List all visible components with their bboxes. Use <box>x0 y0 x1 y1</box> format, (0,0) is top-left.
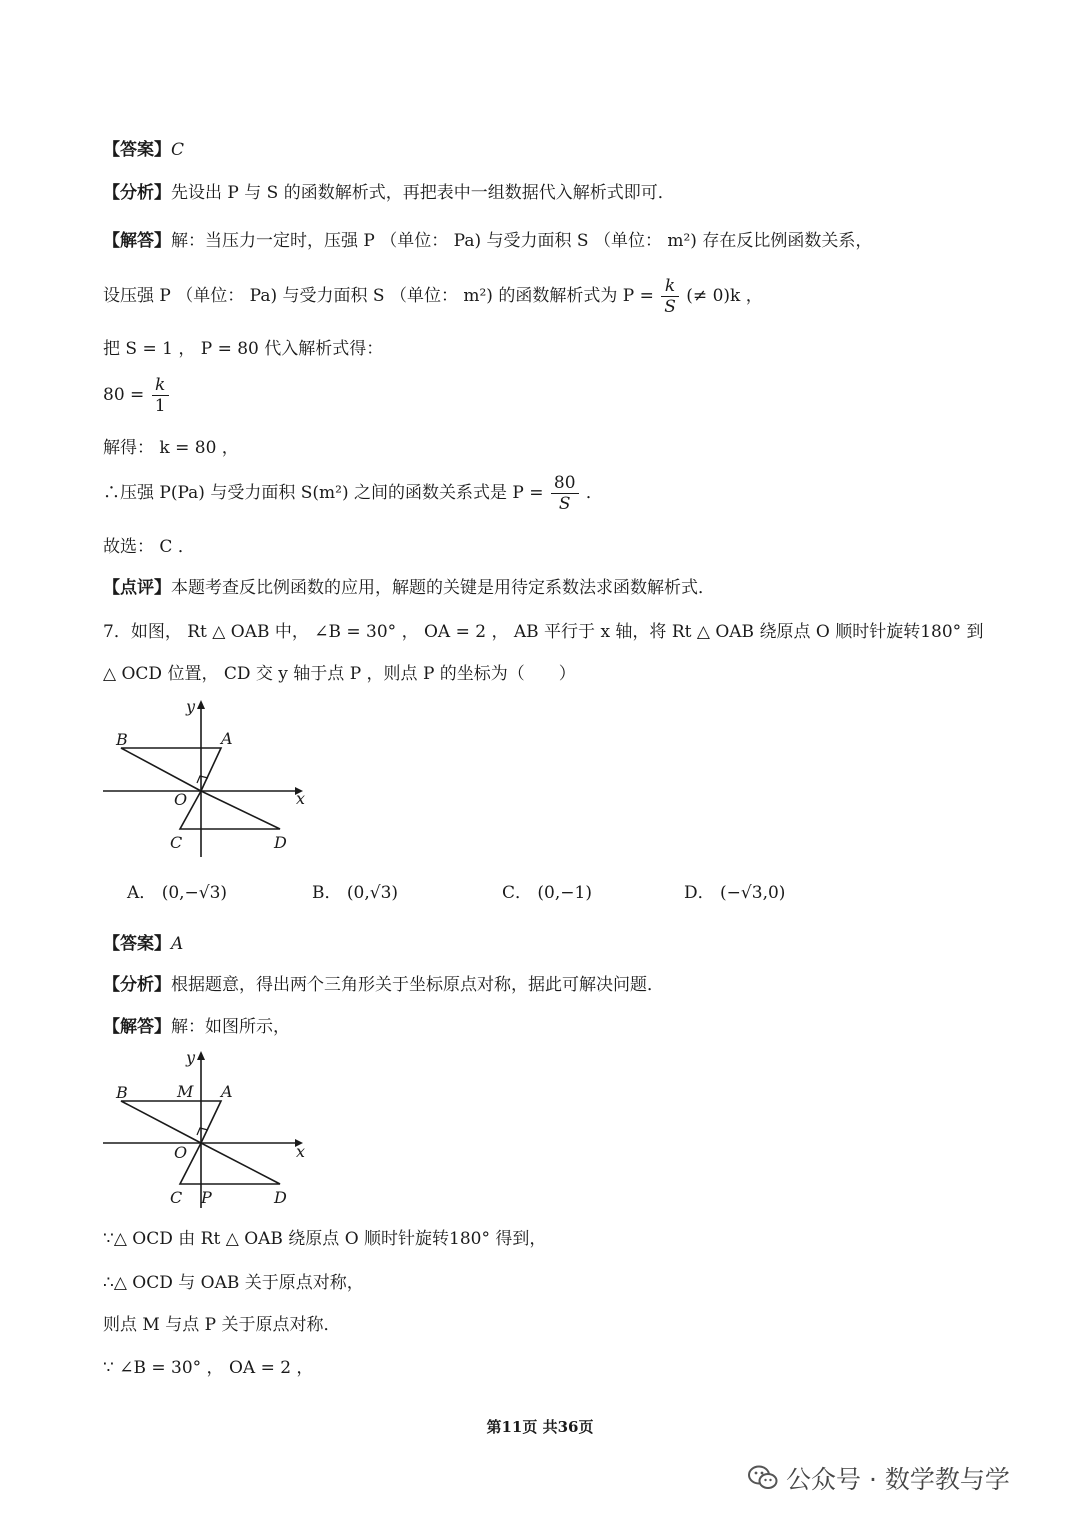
solution-2-line-2: ∵△ OCD 由 Rt △ OAB 绕原点 O 顺时针旋转180° 得到， <box>103 1229 547 1249</box>
solution-2-line-5: ∵ ∠B = 30° ， OA = 2 ， <box>103 1358 314 1378</box>
relation-suffix: ． <box>585 483 603 503</box>
solution-2-line-3: ∴△ OCD 与 OAB 关于原点对称， <box>103 1273 364 1293</box>
solution-line-6 <box>103 473 603 514</box>
solution-line-7: 故选： C ． <box>103 537 195 557</box>
relation-prefix: ∴压强 P(Pa) 与受力面积 S(m²) 之间的函数关系式是 P = <box>103 483 544 503</box>
solution-tag: 【解答】 <box>103 231 171 251</box>
analysis-tag: 【分析】 <box>103 975 171 995</box>
label-d: D <box>274 1188 287 1207</box>
watermark-text: 公众号 · 数学教与学 <box>786 1465 1010 1494</box>
option-a <box>127 881 227 905</box>
formula-suffix: (≠ 0)k ， <box>686 286 763 306</box>
fraction-k-over-1 <box>152 375 169 416</box>
watermark <box>748 1460 1010 1496</box>
option-d-value: (−√3,0) <box>720 883 786 903</box>
page-footer: 第11页 共36页 <box>486 1418 594 1436</box>
fraction-numerator: k <box>661 276 679 297</box>
option-b-label: B． <box>312 883 342 903</box>
label-p: P <box>201 1188 212 1207</box>
figure-2-triangle-diagram <box>100 1046 320 1216</box>
answer-tag: 【答案】 <box>103 140 171 160</box>
triangle-oab <box>121 1101 221 1143</box>
option-c-label: C． <box>502 883 533 903</box>
y-axis-arrow <box>197 700 205 709</box>
answer-line-1 <box>103 138 184 162</box>
option-a-label: A． <box>127 883 157 903</box>
option-d-label: D． <box>684 883 715 903</box>
comment-tag: 【点评】 <box>103 578 171 598</box>
analysis-line-1 <box>103 181 675 205</box>
option-c <box>502 881 592 905</box>
solution-text: 解：如图所示， <box>171 1017 290 1037</box>
label-y: y <box>186 697 196 716</box>
label-x: x <box>296 789 306 808</box>
label-b: B <box>116 730 128 749</box>
option-a-value: (0,−√3) <box>161 883 228 903</box>
label-a: A <box>221 729 233 748</box>
label-c: C <box>170 1188 183 1207</box>
label-o: O <box>174 790 188 809</box>
option-c-value: (0,−1) <box>537 883 592 903</box>
answer-value: A <box>171 934 184 954</box>
solution-line-1 <box>103 229 872 253</box>
label-y: y <box>186 1048 196 1067</box>
option-b-value: (0,√3) <box>346 883 399 903</box>
label-a: A <box>221 1082 233 1101</box>
triangle-oab <box>121 748 221 791</box>
option-b <box>312 881 398 905</box>
fraction-k-over-s <box>661 276 679 317</box>
label-d: D <box>274 833 287 852</box>
option-d <box>684 881 785 905</box>
fraction-80-over-s <box>551 473 579 514</box>
triangle-ocd <box>180 1143 280 1184</box>
triangle-ocd <box>180 791 280 829</box>
label-m: M <box>177 1082 194 1101</box>
analysis-text: 根据题意，得出两个三角形关于坐标原点对称，据此可解决问题． <box>171 975 664 995</box>
question-7-line-2: △ OCD 位置， CD 交 y 轴于点 P ，则点 P 的坐标为（ ） <box>103 664 576 684</box>
answer-line-2 <box>103 932 183 956</box>
fraction-numerator: 80 <box>551 473 579 494</box>
answer-value: C <box>171 140 185 160</box>
equation-prefix: 80 = <box>103 385 145 405</box>
fraction-denominator: S <box>664 297 676 317</box>
analysis-line-2 <box>103 973 664 997</box>
label-o: O <box>174 1143 188 1162</box>
answer-tag: 【答案】 <box>103 934 171 954</box>
label-c: C <box>170 833 183 852</box>
solution-tag: 【解答】 <box>103 1017 171 1037</box>
solution-line-2 <box>103 276 763 317</box>
label-x: x <box>296 1142 306 1161</box>
fraction-denominator: S <box>558 494 571 514</box>
comment-text: 本题考查反比例函数的应用，解题的关键是用待定系数法求函数解析式． <box>171 578 715 598</box>
question-7-line-1: 7．如图， Rt △ OAB 中， ∠B = 30° ， OA = 2 ， AB 平行于 x 轴，将 Rt △ OAB 绕原点 O 顺时针旋转180° 到 <box>103 622 984 642</box>
figure-1-triangle-diagram <box>100 695 320 865</box>
y-axis-arrow <box>197 1051 205 1060</box>
solution-line-4 <box>103 375 171 416</box>
formula-prefix: 设压强 P （单位： Pa) 与受力面积 S （单位： m²) 的函数解析式为 P = <box>103 286 654 306</box>
solution-2-line-1 <box>103 1015 290 1039</box>
label-b: B <box>116 1083 128 1102</box>
fraction-numerator: k <box>152 375 169 396</box>
solution-2-line-4: 则点 M 与点 P 关于原点对称． <box>103 1315 341 1335</box>
analysis-text: 先设出 P 与 S 的函数解析式，再把表中一组数据代入解析式即可． <box>171 183 675 203</box>
solution-text: 解：当压力一定时，压强 P （单位： Pa) 与受力面积 S （单位： m²) 存在反比例函数关系， <box>171 231 873 251</box>
solution-line-3: 把 S = 1 ， P = 80 代入解析式得： <box>103 339 384 359</box>
wechat-icon <box>748 1465 778 1491</box>
solution-line-5: 解得： k = 80 ， <box>103 438 239 458</box>
analysis-tag: 【分析】 <box>103 183 171 203</box>
fraction-denominator: 1 <box>154 396 166 416</box>
comment-line-1 <box>103 576 715 600</box>
